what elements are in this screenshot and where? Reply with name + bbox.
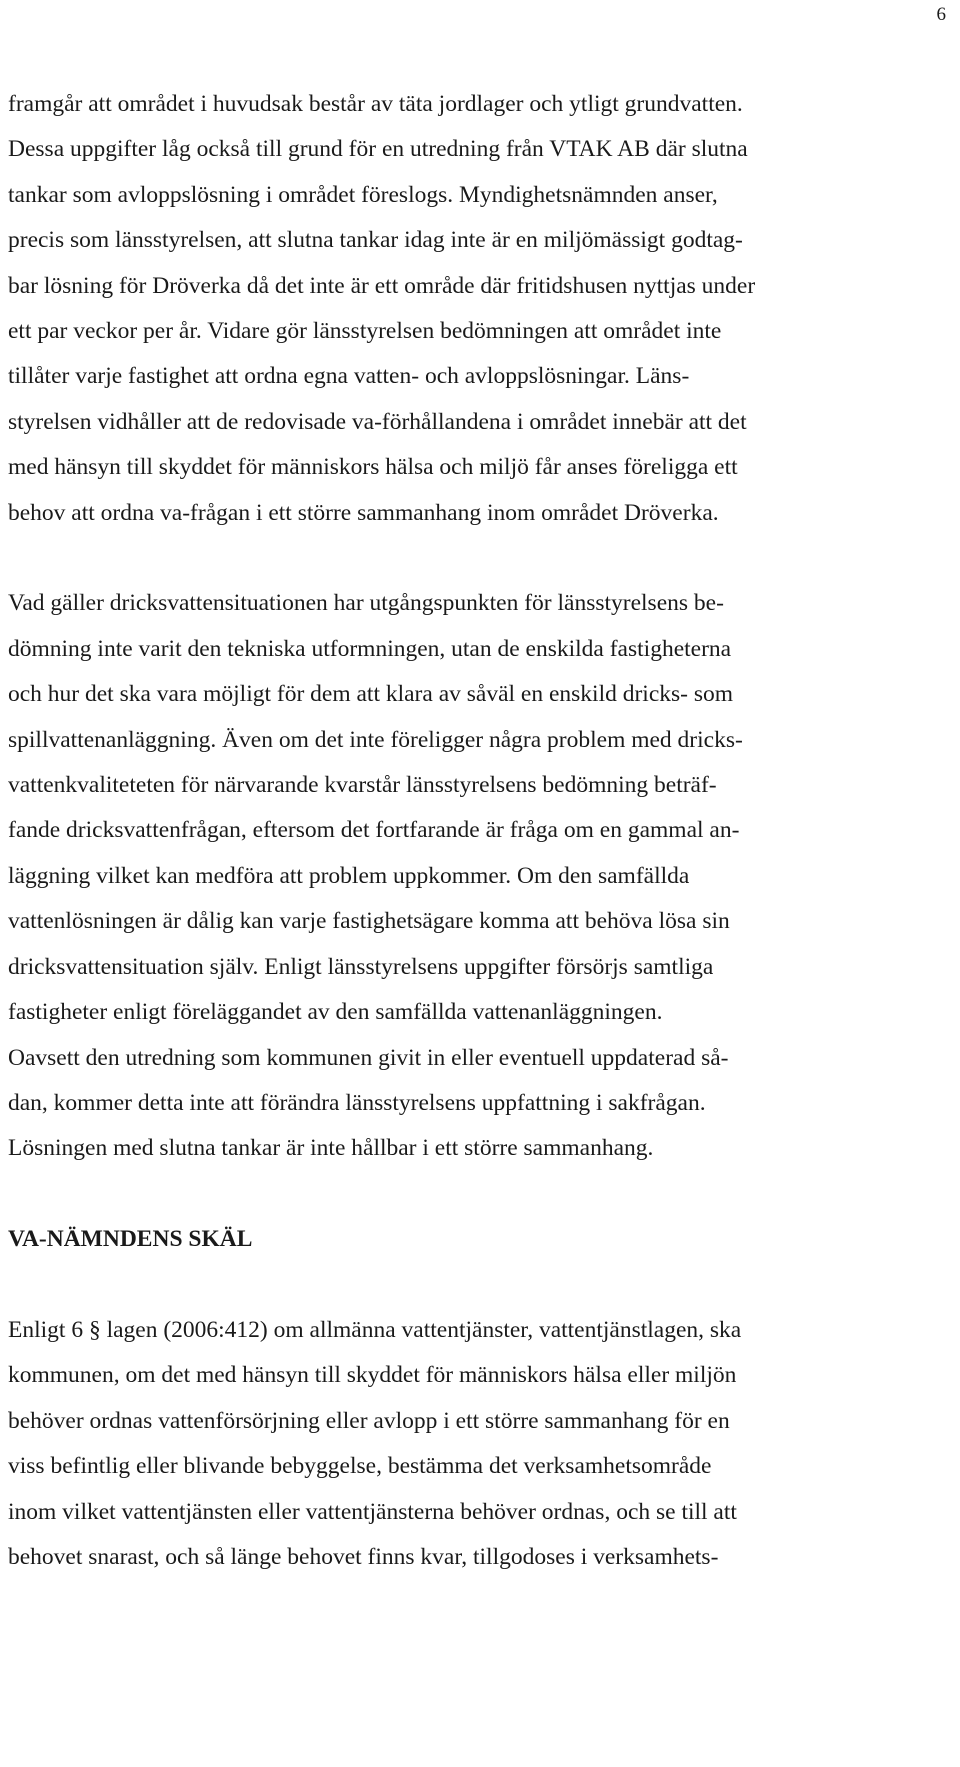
text-line: vattenlösningen är dålig kan varje fastighetsägare komma att behöva lösa sin (8, 908, 730, 935)
text-line: styrelsen vidhåller att de redovisade va-förhållandena i området innebär att det (8, 408, 747, 435)
text-line: inom vilket vattentjänsten eller vattentjänsterna behöver ordnas, och se till att (8, 1498, 737, 1525)
text-line: spillvattenanläggning. Även om det inte föreligger några problem med dricks- (8, 726, 743, 753)
text-line: Lösningen med slutna tankar är inte hållbar i ett större sammanhang. (8, 1135, 654, 1162)
text-line: framgår att området i huvudsak består av täta jordlager och ytligt grundvatten. (8, 91, 743, 117)
text-line: Dessa uppgifter låg också till grund för en utredning från VTAK AB där slutna (8, 136, 748, 163)
text-line: läggning vilket kan medföra att problem uppkommer. Om den samfällda (8, 862, 690, 889)
text-line: vattenkvaliteteten för närvarande kvarstår länsstyrelsens bedömning beträf- (8, 772, 717, 799)
page-number: 6 (936, 4, 946, 25)
text-line: med hänsyn till skyddet för människors hälsa och miljö får anses föreligga ett (8, 454, 738, 481)
text-line: precis som länsstyrelsen, att slutna tankar idag inte är en miljömässigt godtag- (8, 227, 743, 254)
text-line: Vad gäller dricksvattensituationen har utgångspunkten för länsstyrelsens be- (8, 590, 724, 617)
paragraph-gap (8, 536, 948, 581)
paragraph-1 (8, 82, 948, 536)
text-line: dricksvattensituation själv. Enligt länsstyrelsens uppgifter försörjs samtliga (8, 953, 714, 980)
text-line: fastigheter enligt föreläggandet av den samfällda vattenanläggningen. (8, 999, 663, 1026)
text-line: bar lösning för Dröverka då det inte är ett område där fritidshusen nyttjas under (8, 272, 756, 299)
text-line: tillåter varje fastighet att ordna egna vatten- och avloppslösningar. Läns- (8, 363, 690, 390)
text-line: ett par veckor per år. Vidare gör länsstyrelsen bedömningen att området inte (8, 318, 722, 345)
text-line: Enligt 6 § lagen (2006:412) om allmänna vattentjänster, vattentjänstlagen, ska (8, 1316, 742, 1343)
paragraph-gap (8, 1263, 948, 1308)
text-line: dömning inte varit den tekniska utformningen, utan de enskilda fastigheterna (8, 635, 732, 662)
text-line: tankar som avloppslösning i området föreslogs. Myndighetsnämnden anser, (8, 181, 718, 208)
text-line: behöver ordnas vattenförsörjning eller avlopp i ett större sammanhang för en (8, 1407, 730, 1434)
paragraph-gap (8, 1172, 948, 1217)
text-line: viss befintlig eller blivande bebyggelse, bestämma det verksamhetsområde (8, 1453, 712, 1480)
text-line: behov att ordna va-frågan i ett större sammanhang inom området Dröverka. (8, 499, 719, 526)
text-line: fande dricksvattenfrågan, eftersom det fortfarande är fråga om en gammal an- (8, 817, 740, 844)
text-line: kommunen, om det med hänsyn till skyddet för människors hälsa eller miljön (8, 1362, 737, 1389)
document-body (8, 82, 948, 1580)
text-line: behovet snarast, och så länge behovet finns kvar, tillgodoses i verksamhets- (8, 1543, 719, 1570)
text-line: Oavsett den utredning som kommunen givit in eller eventuell uppdaterad så- (8, 1044, 729, 1071)
paragraph-2 (8, 581, 948, 1171)
text-line: dan, kommer detta inte att förändra länsstyrelsens uppfattning i sakfrågan. (8, 1089, 706, 1116)
section-heading: VA-NÄMNDENS SKÄL (8, 1226, 253, 1253)
text-line: och hur det ska vara möjligt för dem att klara av såväl en enskild dricks- som (8, 681, 734, 708)
paragraph-3 (8, 1308, 948, 1580)
